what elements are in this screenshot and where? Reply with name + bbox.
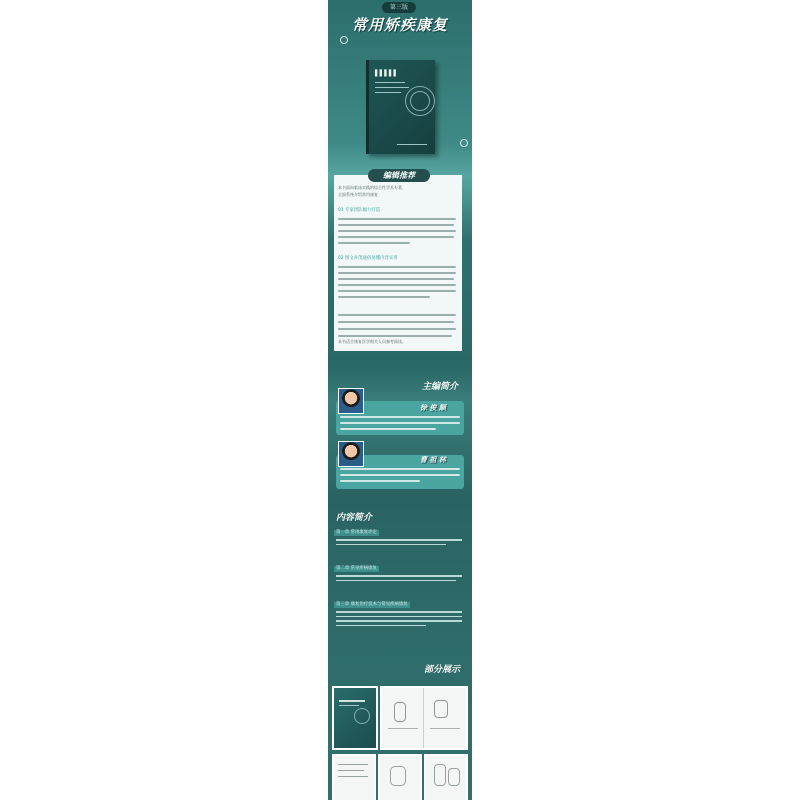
editor-point-heading: 01 专家团队倾力打造: [338, 208, 381, 213]
showcase-page-thumbnail: [424, 754, 468, 800]
text-line: [340, 474, 460, 476]
content-label: 第一章 常用康复评定: [336, 530, 377, 535]
product-detail-strip: [328, 0, 472, 800]
ring-decoration-icon: [460, 139, 468, 147]
ring-decoration-icon: [340, 36, 348, 44]
text-line: [338, 218, 456, 220]
editor-name: 曹 祖 林: [420, 456, 446, 464]
showcase-page-thumbnail: [378, 754, 422, 800]
text-line: [338, 290, 456, 292]
text-line: [338, 328, 456, 330]
editor-avatar: [338, 441, 364, 467]
text-line: [338, 230, 456, 232]
content-label: 第三章 康复治疗技术与常见疾病康复: [336, 602, 408, 607]
content-lines: [336, 572, 462, 584]
content-label: 第二章 常见疾病康复: [336, 566, 377, 571]
text-line: [338, 236, 454, 238]
editor-recommendation-heading: 编辑推荐: [368, 169, 430, 182]
text-line: [338, 321, 454, 323]
book-cover-publisher-line: [397, 144, 427, 145]
text-line: [340, 480, 420, 482]
text-line: [338, 314, 456, 316]
book-cover-line: [375, 92, 401, 93]
content-intro-heading: 内容简介: [336, 513, 373, 523]
editor-intro-line: 全面系统介绍常用康复: [338, 192, 378, 197]
text-line: [338, 296, 430, 298]
editor-avatar: [338, 388, 364, 414]
text-line: [340, 468, 460, 470]
showcase-heading: 部分展示: [424, 665, 461, 675]
showcase-page-thumbnail: [332, 754, 376, 800]
text-line: [338, 242, 410, 244]
editor-closing-line: 本书适合康复医学相关人员参考阅读。: [338, 339, 406, 344]
text-line: [338, 335, 452, 337]
book-cover-line: [375, 82, 405, 83]
text-line: [340, 428, 436, 430]
content-lines: [336, 536, 462, 548]
text-line: [338, 266, 456, 268]
text-line: [338, 224, 454, 226]
cover-swirl-icon: [410, 91, 430, 111]
book-cover-image: [366, 60, 435, 154]
editor-name: 徐 俊 顺: [420, 404, 446, 412]
text-line: [338, 272, 456, 274]
text-line: [340, 422, 460, 424]
editor-point-heading: 02 图文并茂通俗易懂内容实用: [338, 256, 398, 261]
book-cover-line: [375, 87, 409, 88]
text-line: [340, 416, 460, 418]
text-line: [338, 284, 456, 286]
showcase-spread-thumbnail: [380, 686, 468, 750]
editor-recommendation-panel: [334, 175, 462, 351]
book-cover-title-graphic: ▌▌▌▌▌: [375, 70, 399, 77]
edition-badge: 第三版: [382, 2, 416, 13]
showcase-cover-thumbnail: [332, 686, 378, 750]
hero-title: 常用矫疾康复: [351, 16, 448, 34]
content-lines: [336, 608, 462, 630]
chief-editor-heading: 主编简介: [422, 382, 459, 392]
text-line: [338, 278, 454, 280]
editor-intro-line: 本书面向临床实践的综合性学术专著，: [338, 185, 406, 190]
